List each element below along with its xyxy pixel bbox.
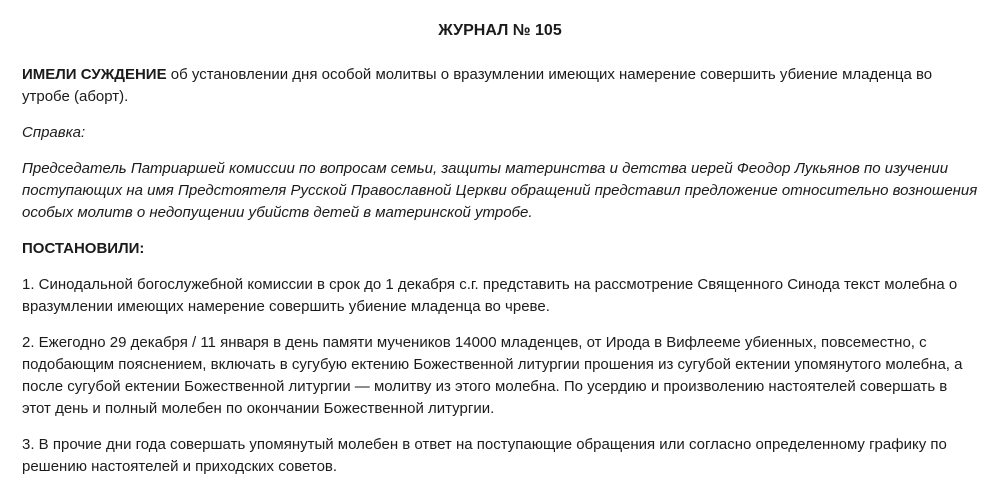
journal-title: ЖУРНАЛ № 105 xyxy=(438,22,562,39)
resolution-item-3: 3. В прочие дни года совершать упомянутый молебен в ответ на поступающие обращения или согласно определенному графику по решению настоятелей и приходских советов. xyxy=(22,436,947,475)
reference-label: Справка: xyxy=(22,124,86,141)
resolution-item-1: 1. Синодальной богослужебной комиссии в срок до 1 декабря с.г. представить на рассмотрение Священного Синода текст молебна о вразумлении имеющих намерение совершить убиение младенца во чреве. xyxy=(22,276,958,315)
subject-lead: ИМЕЛИ СУЖДЕНИЕ xyxy=(22,66,167,83)
resolution-item-2: 2. Ежегодно 29 декабря / 11 января в день памяти мучеников 14000 младенцев, от Ирода в Вифлееме убиенных, повсеместно, с подобающим пояснением, включать в сугубую ектению Божественной литургии прошения из сугубой ектении упомянутого молебна, а после сугубой ектении Божественной литургии — молитву из этого молебна. По усердию и произволению настоятелей совершать в этот день и полный молебен по окончании Божественной литургии. xyxy=(22,334,963,417)
reference-paragraph: Председатель Патриаршей комиссии по вопросам семьи, защиты материнства и детства иерей Феодор Лукьянов по изучении поступающих на имя Предстоятеля Русской Православной Церкви обращений представил предложение относительно возношения особых молитв о недопущении убийств детей в материнской утробе. xyxy=(22,160,978,221)
subject-paragraph xyxy=(22,64,978,108)
resolution-heading: ПОСТАНОВИЛИ: xyxy=(22,240,145,257)
subject-text: об установлении дня особой молитвы о вразумлении имеющих намерение совершить убиение младенца во утробе (аборт). xyxy=(22,66,933,105)
